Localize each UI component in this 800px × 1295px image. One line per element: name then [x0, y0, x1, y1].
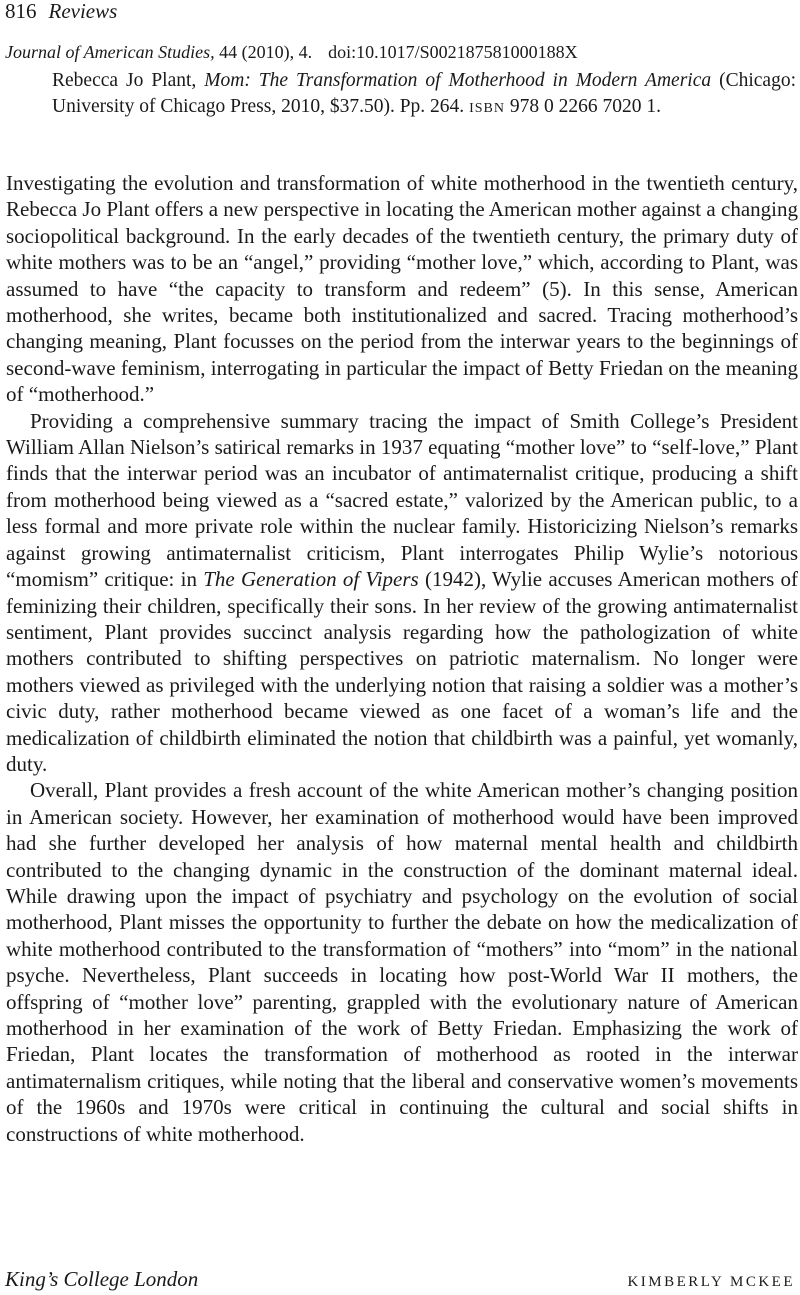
- reviewer-affiliation: King’s College London: [5, 1267, 199, 1291]
- review-body: [6, 170, 798, 1147]
- cited-book-title: The Generation of Vipers: [203, 567, 419, 592]
- review-paragraph-3: Overall, Plant provides a fresh account of the white American mother’s changing position in American society. However, her examination of motherhood would have been improved had she further developed her analysis of how maternal mental health and childbirth contributed to the changing dynamic in the construction of the dominant maternal ideal. While drawing upon the impact of psychiatry and psychology on the evolution of social motherhood, Plant misses the opportunity to further the debate on how the medicalization of white motherhood contributed to the transformation of “mothers” into “mom” in the national psyche. Nevertheless, Plant succeeds in locating how post-World War II mothers, the offspring of “mother love” parenting, grappled with the evolutionary nature of American motherhood in her examination of the work of Betty Friedan. Emphasizing the work of Friedan, Plant locates the transformation of motherhood as rooted in the interwar antimaternalism critiques, while noting that the liberal and conservative women’s movements of the 1960s and 1970s were critical in continuing the cultural and social shifts in constructions of white motherhood.: [6, 778, 798, 1146]
- review-paragraph-2-part-1: Providing a comprehensive summary tracing the impact of Smith College’s President William Allan Nielson’s satirical remarks in 1937 equating “mother love” to “self-love,” Plant finds that the interwar period was an incubator of antimaternalist critique, producing a shift from motherhood being viewed as a “sacred estate,” valorized by the American public, to a less formal and more private role within the nuclear family. Historicizing Nielson’s remarks against growing antimaternalist criticism, Plant interrogates Philip Wylie’s notorious “momism” critique: in: [6, 408, 798, 592]
- book-author: Rebecca Jo Plant,: [52, 70, 197, 91]
- isbn-number: 978 0 2266 7020 1.: [509, 96, 661, 117]
- review-paragraph-2-part-2: (1942), Wylie accuses American mothers of feminizing their children, specifically their sons. In her review of the growing antimaternalist sentiment, Plant provides succinct analysis regarding how the pathologization of white mothers contributed to shifting perspectives on patriotic maternalism. No longer were mothers viewed as privileged with the underlying notion that raising a soldier was a mother’s civic duty, rather motherhood became viewed as one facet of a woman’s life and the medicalization of childbirth eliminated the notion that childbirth was a painful, yet womanly, duty.: [6, 567, 798, 776]
- review-paragraph-1: Investigating the evolution and transformation of white motherhood in the twentieth century, Rebecca Jo Plant offers a new perspective in locating the American mother against a changing sociopolitical background. In the early decades of the twentieth century, the primary duty of white mothers was to be an “angel,” providing “mother love,” which, according to Plant, was assumed to have “the capacity to transform and redeem” (5). In this sense, American motherhood, she writes, became both institutionalized and sacred. Tracing motherhood’s changing meaning, Plant focusses on the period from the interwar years to the beginnings of second-wave feminism, interrogating in particular the impact of Betty Friedan on the meaning of “motherhood.”: [6, 171, 798, 407]
- journal-year-issue: (2010), 4.: [241, 42, 313, 62]
- reviewer-name: KIMBERLY MCKEE: [627, 1274, 795, 1290]
- review-signature: [5, 1266, 795, 1295]
- page-number: 816: [5, 0, 37, 23]
- journal-citation: [5, 40, 795, 64]
- book-reference: [52, 68, 796, 122]
- book-title: Mom: The Transformation of Motherhood in Modern America: [204, 70, 712, 91]
- section-title: Reviews: [48, 0, 118, 23]
- book-publication: (Chicago: University of Chicago Press, 2010, $37.50). Pp. 264.: [52, 70, 797, 117]
- doi: doi:10.1017/S002187581000188X: [328, 42, 578, 62]
- isbn-label: ISBN: [469, 101, 505, 116]
- running-head: [5, 0, 117, 24]
- review-paragraph-2: [6, 408, 798, 778]
- journal-volume: 44: [219, 42, 238, 62]
- journal-name: Journal of American Studies,: [5, 42, 215, 62]
